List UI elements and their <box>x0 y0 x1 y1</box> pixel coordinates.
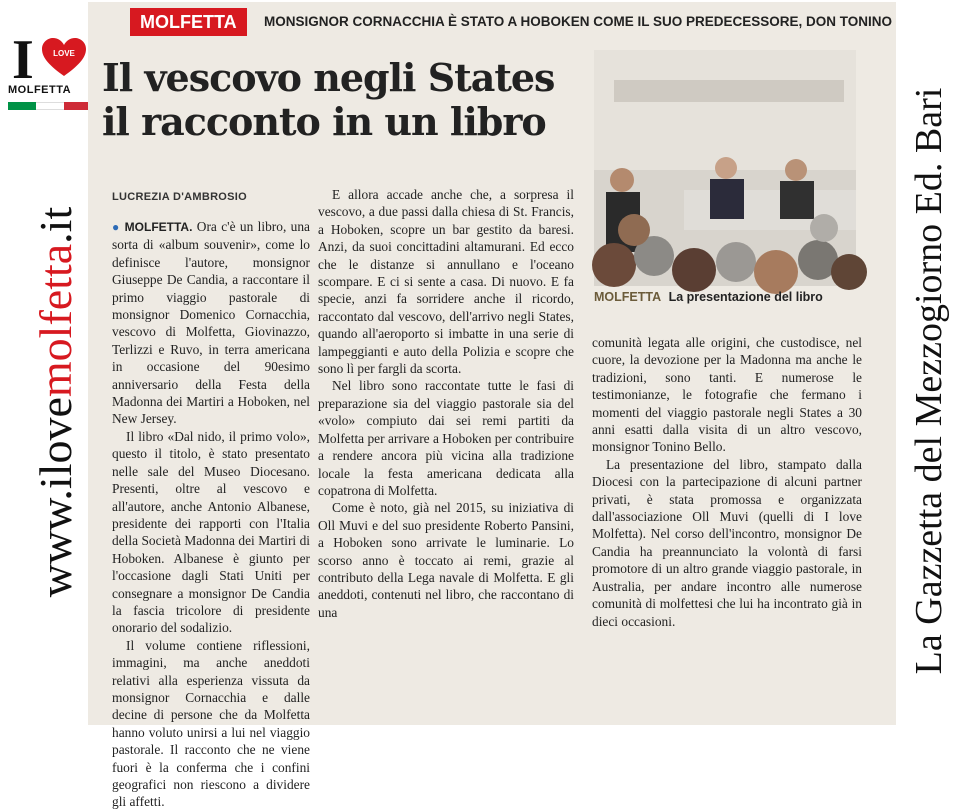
logo-letter: I <box>12 29 34 91</box>
kicker-line: MONSIGNOR CORNACCHIA È STATO A HOBOKEN COME IL SUO PREDECESSORE, DON TONINO <box>264 14 893 29</box>
logo-word: MOLFETTA <box>8 84 72 96</box>
heart-label: LOVE <box>53 49 75 58</box>
article-paragraph-2: Il libro «Dal nido, il primo volo», questo il titolo, è stato presentato nelle sale del Museo Diocesano. Presenti, oltre al vescovo e all'autore, anche Antonio Albanese, presidente dei rapporti con l'Italia della Società Madonna dei Martiri di Hoboken. Albanese è giunto per l'occasione dagli Stati Uniti per consegnare a monsignor De Candia la fascia tricolore di presidente onorario del sodalizio. <box>112 428 310 636</box>
headline <box>102 56 582 144</box>
caption-place: MOLFETTA <box>594 290 662 304</box>
audience-illustration <box>594 50 856 286</box>
article-paragraph-4: E allora accade anche che, a sorpresa il vescovo, a due passi dalla chiesa di St. Francis, a Hoboken, scopre un bar gestito da baresi. Anzi, da suoi concittadini altamurani. Ed ecco che le distanze si annullano e l'oceano scompare. E ci si sente a casa. Di nuovo. E fa specie, anzi fa sorridere anche il ricordo, raccontato dal vescovo, dell'arrivo negli States, quando all'aeroporto si imbatte in una serie di lampeggianti e auto della Polizia e scopre che sono lì per fargli da scorta. <box>318 187 574 377</box>
article-paragraph-1 <box>112 218 310 428</box>
article-paragraph-7: comunità legata alle origini, che custodisce, nel cuore, la devozione per la Madonna ma anche le tradizioni, sono tanti. E numerose le testimonianze, le fotografie che fermano i momenti del viaggio pastorale negli States a 30 anni esatti dalla visita di un altro vescovo, monsignor Tonino Bello. <box>592 335 862 455</box>
bullet-icon: ● <box>112 220 121 234</box>
article-paragraph-6: Come è noto, già nel 2015, su iniziativa di Oll Muvi e del suo presidente Roberto Pansini, a Hoboken sono arrivate le luminarie. Lo scorso anno è toccato ai remi, grazie al contributo della Lega navale di Molfetta. E gli aneddoti, contenuti nel libro, che raccontano di una <box>318 500 574 620</box>
photo-caption <box>594 290 823 304</box>
author-byline: LUCREZIA D'AMBROSIO <box>112 191 248 203</box>
article-paragraph-8: La presentazione del libro, stampato dalla Diocesi con la partecipazione di alcuni partner privati, è stata promossa e organizzata dall'associazione Oll Muvi (quelli di I love Molfetta). Nel corso dell'incontro, monsignor De Candia ha preannunciato la volontà di farsi promotore di un altro grande viaggio pastorale, in Australia, per andare incontro alle numerose comunità di molfettesi che lui ha incontrato già in dieci occasioni. <box>592 456 862 629</box>
article-paragraph-5: Nel libro sono raccontate tutte le fasi di preparazione sia del viaggio pastorale sia del «volo» compiuto dai sei remi partiti da Molfetta per arrivare a Hoboken per contribuire a rendere ancora più vicina alla tradizione locale la festa americana dedicata alla copatrona di Molfetta. <box>318 378 574 498</box>
site-url-highlight: molfetta <box>30 243 81 398</box>
caption-text: La presentazione del libro <box>668 290 823 304</box>
site-url-prefix: www.ilove <box>30 397 81 598</box>
site-url-suffix: .it <box>30 206 81 244</box>
source-vertical: La Gazzetta del Mezzogiorno Ed. Bari <box>908 87 950 675</box>
dateline: MOLFETTA. <box>124 220 193 234</box>
article-column-2 <box>318 186 574 706</box>
headline-line-2: il racconto in un libro <box>102 99 546 144</box>
site-url-vertical[interactable] <box>26 42 86 762</box>
article-column-1 <box>112 218 310 810</box>
event-photo <box>594 50 856 286</box>
article-paragraph-3: Il volume contiene riflessioni, immagini, ma anche aneddoti relativi alla esperienza vissuta da monsignor Cornacchia e dalle decine di persone che da Molfetta hanno voluto unirsi a lui nel viaggio pastorale. Il racconto che ne viene fuori è la conferma che i confini geografici non riescono a dividere gli affetti. <box>112 637 310 810</box>
headline-line-1: Il vescovo negli States <box>102 55 555 100</box>
paragraph-text: Ora c'è un libro, una sorta di «album souvenir», come lo definisce l'autore, monsignor Giuseppe De Candia, a raccontare il primo viaggio pastorale di monsignor Domenico Cornacchia, vescovo di Molfetta, Giovinazzo, Terlizzi e Ruvo, in terra americana in occasione del 90esimo anniversario della Festa della Madonna dei Martiri a Hoboken, nel New Jersey. <box>112 219 310 427</box>
article-column-3 <box>592 334 862 706</box>
section-tag: MOLFETTA <box>130 8 247 36</box>
